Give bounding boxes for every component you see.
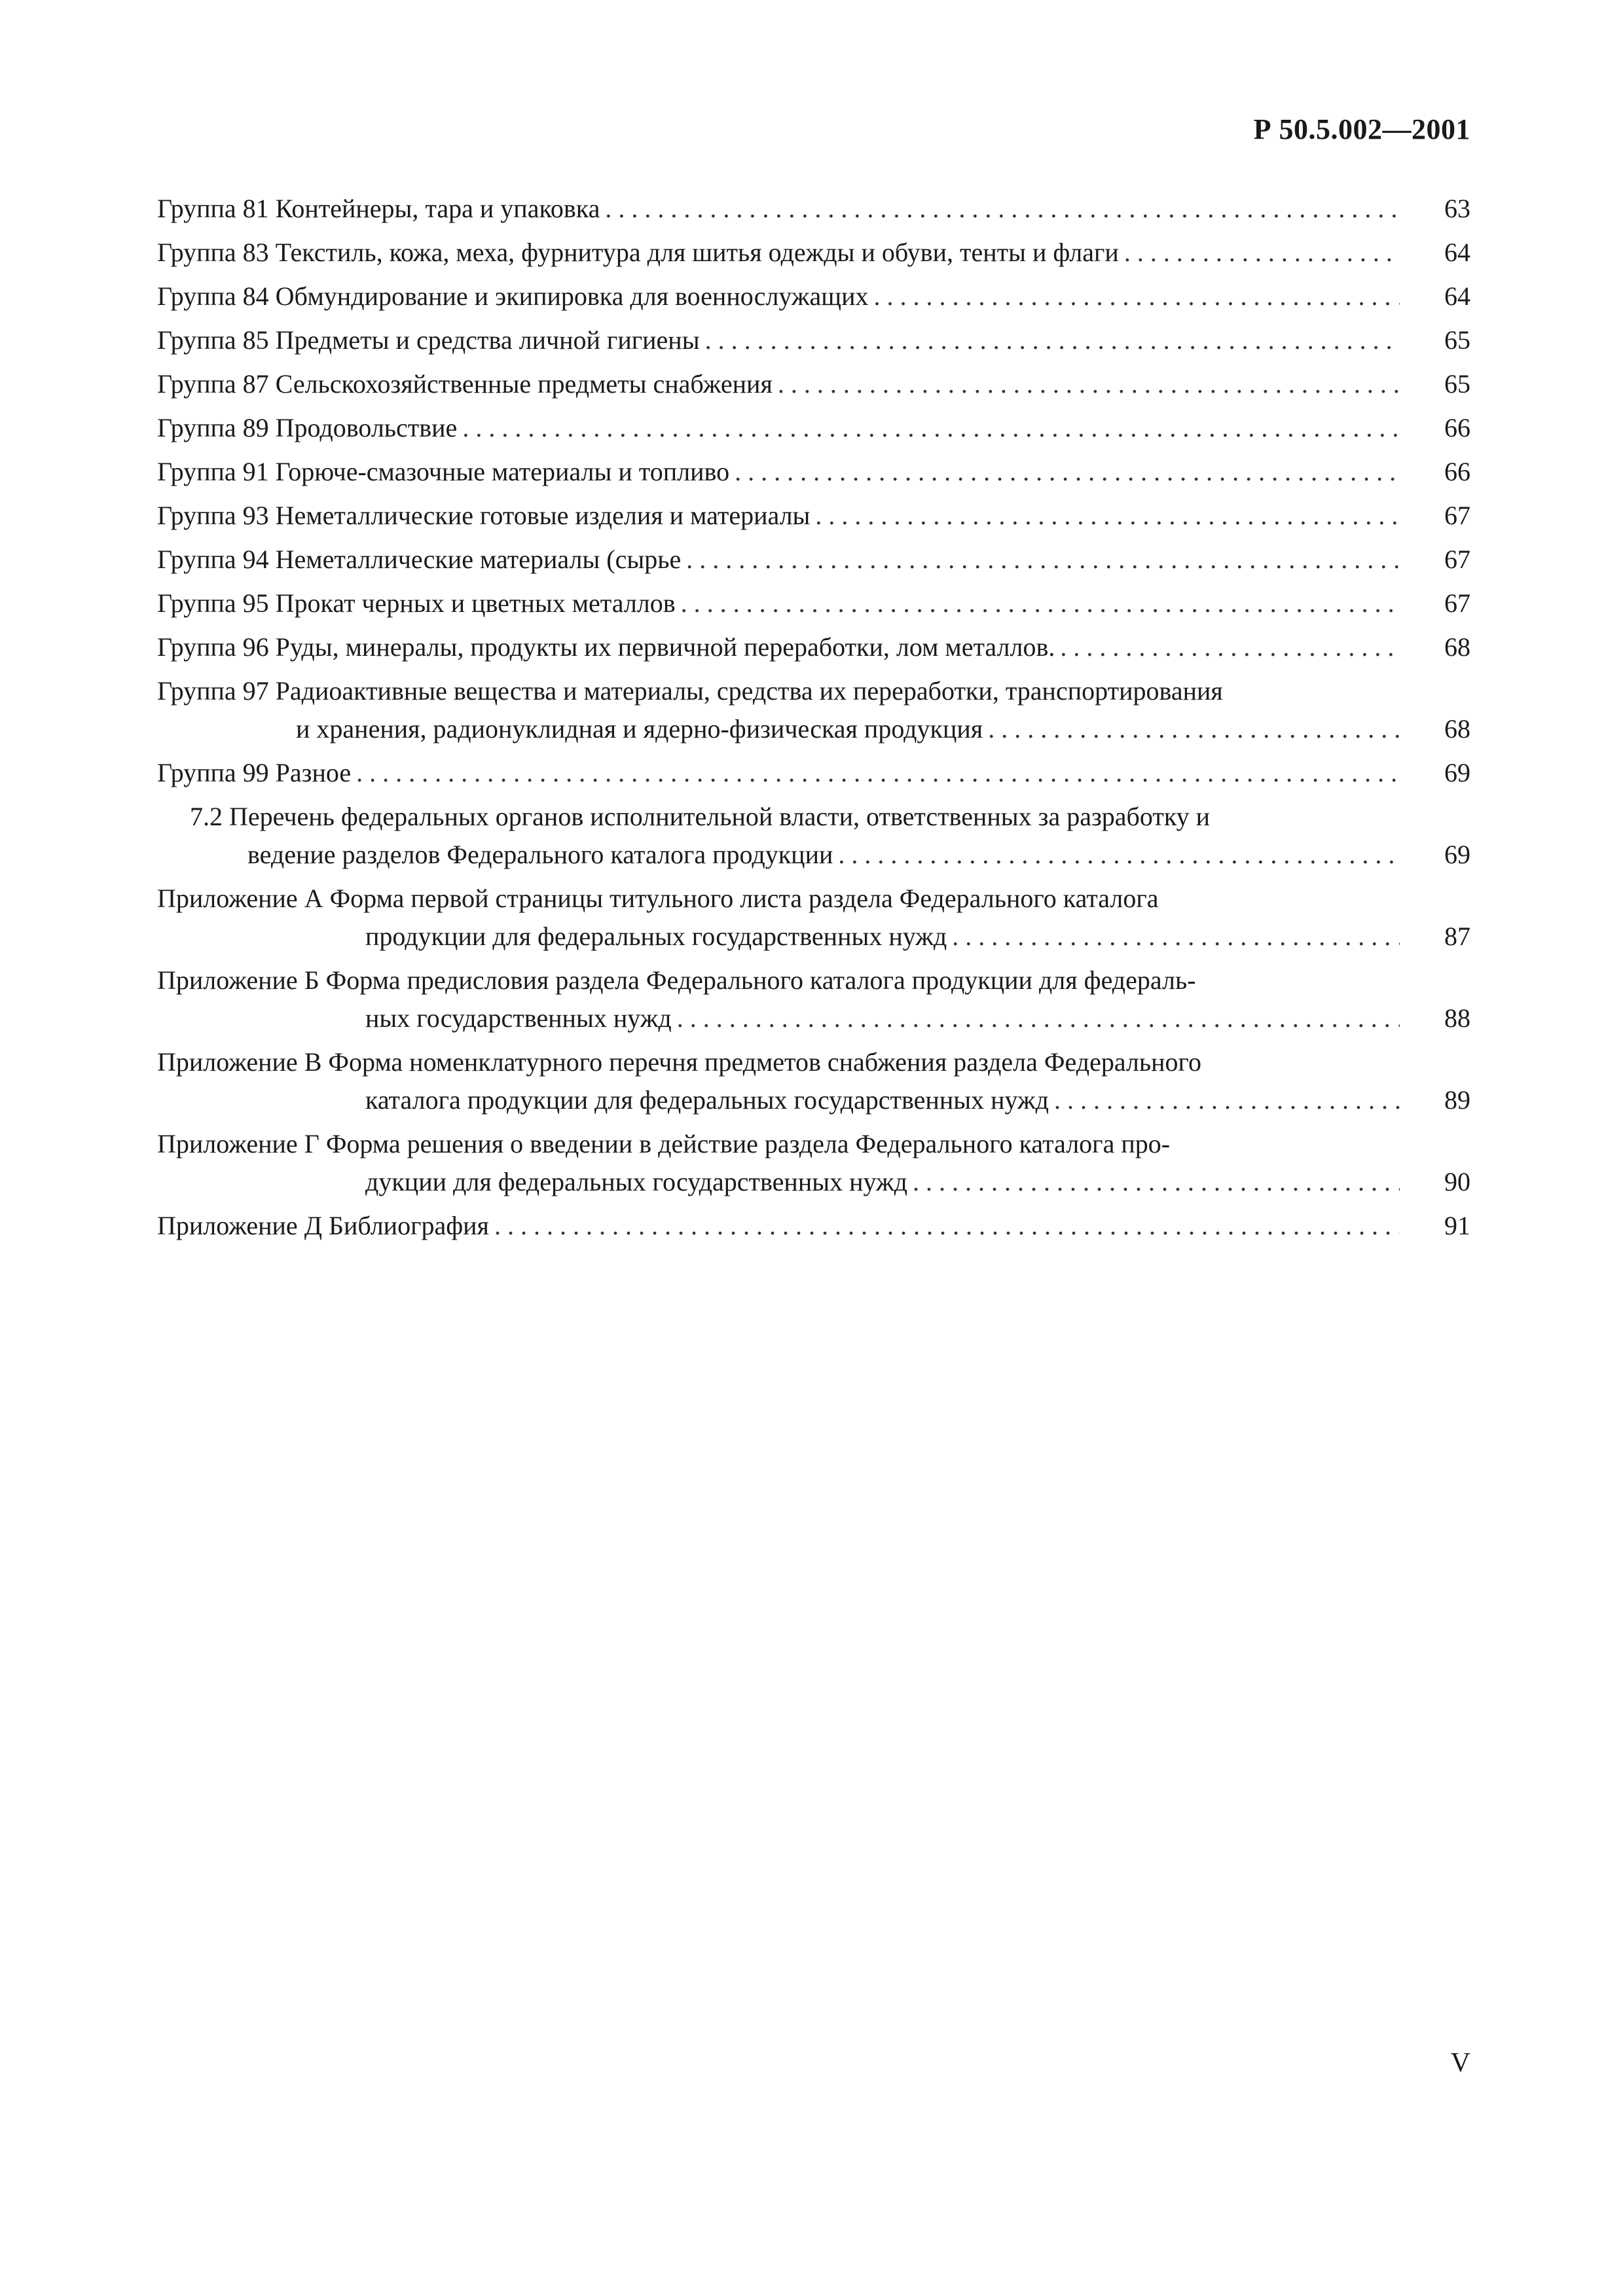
toc-entry-group-81[interactable] [157, 190, 1470, 228]
toc-entry-title: Группа 93 Неметаллические готовые изделия и материалы [157, 501, 811, 530]
toc-entry-title: Группа 94 Неметаллические материалы (сырье [157, 545, 682, 574]
toc-page-number: 65 [1444, 369, 1470, 399]
toc-page-number: 64 [1444, 238, 1470, 267]
toc-entry-title: Группа 89 Продовольствие [157, 413, 458, 442]
toc-page-number: 88 [1444, 1003, 1470, 1033]
toc-entry-group-89[interactable] [157, 409, 1470, 447]
toc-entry-group-87[interactable] [157, 365, 1470, 403]
toc-entry-title: Группа 87 Сельскохозяйственные предметы снабжения [157, 369, 773, 399]
dot-leader [677, 999, 1400, 1037]
dot-leader [681, 584, 1400, 622]
dot-leader [1124, 234, 1400, 272]
document-code: Р 50.5.002—2001 [1253, 113, 1470, 145]
dot-leader [735, 453, 1400, 491]
toc-page-number: 68 [1444, 714, 1470, 744]
dot-leader [1054, 1081, 1400, 1119]
page-number: V [1450, 2048, 1470, 2078]
toc-entry-title-line-1: Приложение Б Форма предисловия раздела Федерального каталога продукции для федераль- [157, 965, 1196, 995]
toc-entry-appendix-d[interactable] [157, 1207, 1470, 1245]
dot-leader [988, 710, 1400, 748]
toc-entry-title-line-1: 7.2 Перечень федеральных органов исполнительной власти, ответственных за разработку и [190, 802, 1211, 831]
toc-entry-title: Группа 95 Прокат черных и цветных металлов [157, 588, 676, 618]
toc-page-number: 68 [1444, 632, 1470, 662]
toc-entry-title: Группа 99 Разное [157, 758, 352, 787]
toc-entry-group-93[interactable] [157, 497, 1470, 535]
toc-page-number: 65 [1444, 325, 1470, 355]
toc-entry-title: Группа 96 Руды, минералы, продукты их первичной переработки, лом металлов. [157, 632, 1055, 662]
toc-entry-group-99[interactable] [157, 754, 1470, 792]
dot-leader [815, 497, 1400, 535]
toc-page-number: 66 [1444, 457, 1470, 486]
toc-entry-title: Группа 91 Горюче-смазочные материалы и топливо [157, 457, 730, 486]
toc-entry-group-95[interactable] [157, 584, 1470, 622]
toc-page-number: 63 [1444, 194, 1470, 223]
toc-entry-title-line-2: ведение разделов Федерального каталога продукции [247, 840, 833, 869]
toc-entry-title-line-2: и хранения, радионуклидная и ядерно-физическая продукция [296, 714, 983, 744]
toc-page-number: 91 [1444, 1211, 1470, 1240]
toc-entry-title-line-1: Приложение В Форма номенклатурного перечня предметов снабжения раздела Федерального [157, 1047, 1201, 1077]
toc-page-number: 67 [1444, 501, 1470, 530]
toc-page-number: 64 [1444, 281, 1470, 311]
toc-entry-group-97[interactable] [157, 672, 1470, 748]
toc-entry-appendix-b[interactable] [157, 961, 1470, 1037]
toc-entry-appendix-g[interactable] [157, 1125, 1470, 1201]
toc-page-number: 69 [1444, 758, 1470, 787]
toc-entry-title-line-2: дукции для федеральных государственных нужд [365, 1167, 907, 1196]
dot-leader [705, 321, 1400, 359]
toc-page-number: 67 [1444, 588, 1470, 618]
toc-entry-title: Группа 84 Обмундирование и экипировка для военнослужащих [157, 281, 869, 311]
toc-page-number: 89 [1444, 1085, 1470, 1115]
toc-entry-title: Группа 81 Контейнеры, тара и упаковка [157, 194, 600, 223]
toc-entry-title-line-2: продукции для федеральных государственных нужд [365, 922, 947, 951]
toc-entry-appendix-a[interactable] [157, 880, 1470, 956]
dot-leader [462, 409, 1400, 447]
dot-leader [838, 836, 1400, 874]
dot-leader [1060, 628, 1400, 666]
dot-leader [494, 1207, 1400, 1245]
toc-page-number: 67 [1444, 545, 1470, 574]
toc-entry-group-94[interactable] [157, 541, 1470, 579]
toc-entry-title-line-2: каталога продукции для федеральных государственных нужд [365, 1085, 1049, 1115]
toc-entry-group-96[interactable] [157, 628, 1470, 666]
dot-leader [686, 541, 1400, 579]
toc-page-number: 69 [1444, 840, 1470, 869]
toc-entry-group-84[interactable] [157, 278, 1470, 315]
table-of-contents [157, 190, 1470, 1251]
dot-leader [778, 365, 1400, 403]
toc-entry-group-85[interactable] [157, 321, 1470, 359]
toc-entry-title: Приложение Д Библиография [157, 1211, 489, 1240]
toc-entry-title-line-1: Приложение Г Форма решения о введении в действие раздела Федерального каталога про- [157, 1129, 1171, 1158]
toc-entry-title-line-2: ных государственных нужд [365, 1003, 672, 1033]
toc-entry-title-line-1: Приложение А Форма первой страницы титульного листа раздела Федерального каталога [157, 884, 1159, 913]
toc-entry-section-7-2[interactable] [157, 798, 1470, 874]
dot-leader [874, 278, 1400, 315]
toc-entry-title: Группа 83 Текстиль, кожа, меха, фурнитура для шитья одежды и обуви, тенты и флаги [157, 238, 1119, 267]
dot-leader [605, 190, 1400, 228]
toc-entry-group-91[interactable] [157, 453, 1470, 491]
toc-entry-title: Группа 85 Предметы и средства личной гигиены [157, 325, 700, 355]
toc-entry-title-line-1: Группа 97 Радиоактивные вещества и материалы, средства их переработки, транспортирования [157, 676, 1223, 706]
dot-leader [356, 754, 1400, 792]
toc-page-number: 87 [1444, 922, 1470, 951]
toc-entry-group-83[interactable] [157, 234, 1470, 272]
toc-entry-appendix-v[interactable] [157, 1043, 1470, 1119]
dot-leader [952, 918, 1400, 956]
toc-page-number: 66 [1444, 413, 1470, 442]
dot-leader [913, 1163, 1400, 1201]
toc-page-number: 90 [1444, 1167, 1470, 1196]
